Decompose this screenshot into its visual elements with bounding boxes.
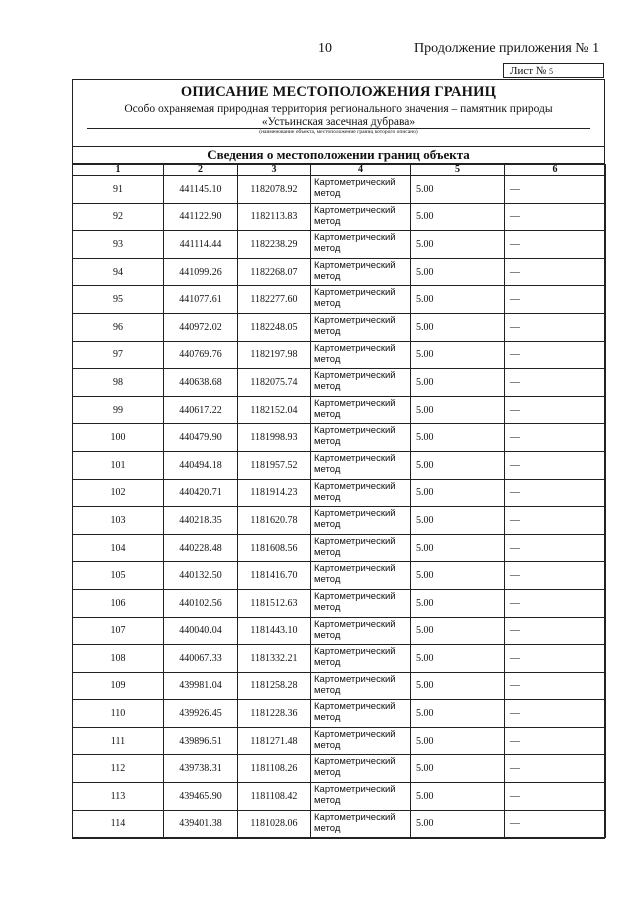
coord-y-cell: 1181620.78 xyxy=(238,507,311,535)
coord-x-cell: 440040.04 xyxy=(164,617,238,645)
coord-y-cell: 1182078.92 xyxy=(238,176,311,204)
note-cell: — xyxy=(505,286,606,314)
note-cell: — xyxy=(505,369,606,397)
coord-x-cell: 440132.50 xyxy=(164,562,238,590)
method-cell: Картометрический метод xyxy=(311,589,411,617)
coord-y-cell: 1181228.36 xyxy=(238,700,311,728)
coord-x-cell: 441145.10 xyxy=(164,176,238,204)
coord-y-cell: 1182197.98 xyxy=(238,341,311,369)
coord-x-cell: 440067.33 xyxy=(164,645,238,673)
point-number-cell: 96 xyxy=(73,313,164,341)
coord-x-cell: 441077.61 xyxy=(164,286,238,314)
note-cell: — xyxy=(505,479,606,507)
note-cell: — xyxy=(505,451,606,479)
point-number-cell: 114 xyxy=(73,810,164,838)
coord-y-cell: 1181332.21 xyxy=(238,645,311,673)
table-row xyxy=(73,396,606,424)
note-cell: — xyxy=(505,396,606,424)
point-number-cell: 91 xyxy=(73,176,164,204)
note-cell: — xyxy=(505,258,606,286)
table-row xyxy=(73,617,606,645)
table-row xyxy=(73,534,606,562)
point-number-cell: 95 xyxy=(73,286,164,314)
note-cell: — xyxy=(505,341,606,369)
accuracy-cell: 5.00 xyxy=(411,617,505,645)
method-cell: Картометрический метод xyxy=(311,645,411,673)
table-row xyxy=(73,562,606,590)
table-row xyxy=(73,700,606,728)
coord-y-cell: 1181914.23 xyxy=(238,479,311,507)
column-header-6: 6 xyxy=(505,165,606,176)
coord-x-cell: 440638.68 xyxy=(164,369,238,397)
coord-x-cell: 440494.18 xyxy=(164,451,238,479)
point-number-cell: 108 xyxy=(73,645,164,673)
object-name: «Устьинская засечная дубрава» xyxy=(261,116,416,128)
column-header-1: 1 xyxy=(73,165,164,176)
method-cell: Картометрический метод xyxy=(311,534,411,562)
sheet-label: Лист № xyxy=(510,65,547,77)
note-cell: — xyxy=(505,727,606,755)
point-number-cell: 105 xyxy=(73,562,164,590)
coord-y-cell: 1181108.26 xyxy=(238,755,311,783)
table-row xyxy=(73,313,606,341)
table-row xyxy=(73,369,606,397)
accuracy-cell: 5.00 xyxy=(411,369,505,397)
note-cell: — xyxy=(505,534,606,562)
point-number-cell: 93 xyxy=(73,231,164,259)
note-cell: — xyxy=(505,507,606,535)
accuracy-cell: 5.00 xyxy=(411,507,505,535)
table-row xyxy=(73,589,606,617)
accuracy-cell: 5.00 xyxy=(411,203,505,231)
coord-y-cell: 1182238.29 xyxy=(238,231,311,259)
column-header-5: 5 xyxy=(411,165,505,176)
boundary-points-table xyxy=(72,164,606,838)
table-row xyxy=(73,672,606,700)
point-number-cell: 100 xyxy=(73,424,164,452)
section-title: Сведения о местоположении границ объекта xyxy=(73,147,604,164)
territory-description: Особо охраняемая природная территория регионального значения – памятник природы xyxy=(124,103,553,115)
table-row xyxy=(73,507,606,535)
column-header-2: 2 xyxy=(164,165,238,176)
point-number-cell: 102 xyxy=(73,479,164,507)
column-header-3: 3 xyxy=(238,165,311,176)
method-cell: Картометрический метод xyxy=(311,313,411,341)
table-row xyxy=(73,286,606,314)
note-cell: — xyxy=(505,231,606,259)
coord-y-cell: 1181028.06 xyxy=(238,810,311,838)
coord-x-cell: 439401.38 xyxy=(164,810,238,838)
table-row xyxy=(73,203,606,231)
coord-x-cell: 440228.48 xyxy=(164,534,238,562)
table-body xyxy=(73,176,606,838)
method-cell: Картометрический метод xyxy=(311,672,411,700)
coord-x-cell: 439465.90 xyxy=(164,783,238,811)
note-cell: — xyxy=(505,755,606,783)
note-cell: — xyxy=(505,313,606,341)
accuracy-cell: 5.00 xyxy=(411,176,505,204)
accuracy-cell: 5.00 xyxy=(411,258,505,286)
coord-y-cell: 1182075.74 xyxy=(238,369,311,397)
accuracy-cell: 5.00 xyxy=(411,341,505,369)
point-number-cell: 112 xyxy=(73,755,164,783)
point-number-cell: 94 xyxy=(73,258,164,286)
table-row xyxy=(73,645,606,673)
method-cell: Картометрический метод xyxy=(311,479,411,507)
accuracy-cell: 5.00 xyxy=(411,424,505,452)
accuracy-cell: 5.00 xyxy=(411,286,505,314)
note-cell: — xyxy=(505,203,606,231)
coord-x-cell: 439981.04 xyxy=(164,672,238,700)
table-row xyxy=(73,810,606,838)
table-row xyxy=(73,231,606,259)
method-cell: Картометрический метод xyxy=(311,424,411,452)
point-number-cell: 111 xyxy=(73,727,164,755)
coord-x-cell: 439926.45 xyxy=(164,700,238,728)
object-name-caption: (наименование объекта, местоположение границ которого описано) xyxy=(259,129,418,135)
table-row xyxy=(73,783,606,811)
accuracy-cell: 5.00 xyxy=(411,313,505,341)
method-cell: Картометрический метод xyxy=(311,231,411,259)
accuracy-cell: 5.00 xyxy=(411,479,505,507)
accuracy-cell: 5.00 xyxy=(411,672,505,700)
note-cell: — xyxy=(505,672,606,700)
point-number-cell: 98 xyxy=(73,369,164,397)
note-cell: — xyxy=(505,424,606,452)
note-cell: — xyxy=(505,810,606,838)
coord-x-cell: 440769.76 xyxy=(164,341,238,369)
method-cell: Картометрический метод xyxy=(311,700,411,728)
point-number-cell: 103 xyxy=(73,507,164,535)
accuracy-cell: 5.00 xyxy=(411,783,505,811)
method-cell: Картометрический метод xyxy=(311,396,411,424)
point-number-cell: 104 xyxy=(73,534,164,562)
coord-y-cell: 1181512.63 xyxy=(238,589,311,617)
point-number-cell: 101 xyxy=(73,451,164,479)
coord-y-cell: 1181416.70 xyxy=(238,562,311,590)
table-row xyxy=(73,727,606,755)
point-number-cell: 97 xyxy=(73,341,164,369)
method-cell: Картометрический метод xyxy=(311,341,411,369)
appendix-label: Продолжение приложения № 1 xyxy=(414,41,600,56)
coord-y-cell: 1181957.52 xyxy=(238,451,311,479)
point-number-cell: 92 xyxy=(73,203,164,231)
coord-x-cell: 439896.51 xyxy=(164,727,238,755)
point-number-cell: 109 xyxy=(73,672,164,700)
method-cell: Картометрический метод xyxy=(311,562,411,590)
method-cell: Картометрический метод xyxy=(311,727,411,755)
coord-y-cell: 1181271.48 xyxy=(238,727,311,755)
method-cell: Картометрический метод xyxy=(311,258,411,286)
table-row xyxy=(73,755,606,783)
method-cell: Картометрический метод xyxy=(311,369,411,397)
point-number-cell: 106 xyxy=(73,589,164,617)
accuracy-cell: 5.00 xyxy=(411,451,505,479)
coord-x-cell: 440218.35 xyxy=(164,507,238,535)
method-cell: Картометрический метод xyxy=(311,783,411,811)
table-row xyxy=(73,479,606,507)
document-title: ОПИСАНИЕ МЕСТОПОЛОЖЕНИЯ ГРАНИЦ xyxy=(180,84,497,100)
method-cell: Картометрический метод xyxy=(311,286,411,314)
coord-y-cell: 1182248.05 xyxy=(238,313,311,341)
coord-x-cell: 440479.90 xyxy=(164,424,238,452)
note-cell: — xyxy=(505,700,606,728)
note-cell: — xyxy=(505,589,606,617)
point-number-cell: 99 xyxy=(73,396,164,424)
coord-y-cell: 1181108.42 xyxy=(238,783,311,811)
accuracy-cell: 5.00 xyxy=(411,562,505,590)
method-cell: Картометрический метод xyxy=(311,176,411,204)
point-number-cell: 107 xyxy=(73,617,164,645)
method-cell: Картометрический метод xyxy=(311,755,411,783)
coord-x-cell: 441114.44 xyxy=(164,231,238,259)
title-block xyxy=(73,80,604,147)
coord-y-cell: 1181443.10 xyxy=(238,617,311,645)
method-cell: Картометрический метод xyxy=(311,451,411,479)
sheet-number: 5 xyxy=(549,67,554,76)
method-cell: Картометрический метод xyxy=(311,203,411,231)
coord-x-cell: 441122.90 xyxy=(164,203,238,231)
table-row xyxy=(73,424,606,452)
point-number-cell: 110 xyxy=(73,700,164,728)
coord-y-cell: 1182152.04 xyxy=(238,396,311,424)
page-number: 10 xyxy=(318,41,332,56)
accuracy-cell: 5.00 xyxy=(411,810,505,838)
note-cell: — xyxy=(505,562,606,590)
table-row xyxy=(73,258,606,286)
note-cell: — xyxy=(505,783,606,811)
note-cell: — xyxy=(505,645,606,673)
column-header-4: 4 xyxy=(311,165,411,176)
accuracy-cell: 5.00 xyxy=(411,700,505,728)
method-cell: Картометрический метод xyxy=(311,810,411,838)
coord-y-cell: 1182277.60 xyxy=(238,286,311,314)
accuracy-cell: 5.00 xyxy=(411,534,505,562)
coord-x-cell: 440102.56 xyxy=(164,589,238,617)
coord-x-cell: 440617.22 xyxy=(164,396,238,424)
accuracy-cell: 5.00 xyxy=(411,727,505,755)
coord-y-cell: 1182113.83 xyxy=(238,203,311,231)
sheet-number-box xyxy=(503,63,604,78)
accuracy-cell: 5.00 xyxy=(411,396,505,424)
table-row xyxy=(73,451,606,479)
accuracy-cell: 5.00 xyxy=(411,589,505,617)
method-cell: Картометрический метод xyxy=(311,507,411,535)
table-row xyxy=(73,176,606,204)
coord-x-cell: 441099.26 xyxy=(164,258,238,286)
coord-y-cell: 1181258.28 xyxy=(238,672,311,700)
coord-y-cell: 1182268.07 xyxy=(238,258,311,286)
coord-x-cell: 440972.02 xyxy=(164,313,238,341)
accuracy-cell: 5.00 xyxy=(411,755,505,783)
accuracy-cell: 5.00 xyxy=(411,231,505,259)
coord-x-cell: 439738.31 xyxy=(164,755,238,783)
point-number-cell: 113 xyxy=(73,783,164,811)
coord-y-cell: 1181608.56 xyxy=(238,534,311,562)
coord-x-cell: 440420.71 xyxy=(164,479,238,507)
table-row xyxy=(73,341,606,369)
document-frame xyxy=(72,79,605,839)
coord-y-cell: 1181998.93 xyxy=(238,424,311,452)
accuracy-cell: 5.00 xyxy=(411,645,505,673)
note-cell: — xyxy=(505,617,606,645)
note-cell: — xyxy=(505,176,606,204)
table-header-row xyxy=(73,165,606,176)
method-cell: Картометрический метод xyxy=(311,617,411,645)
